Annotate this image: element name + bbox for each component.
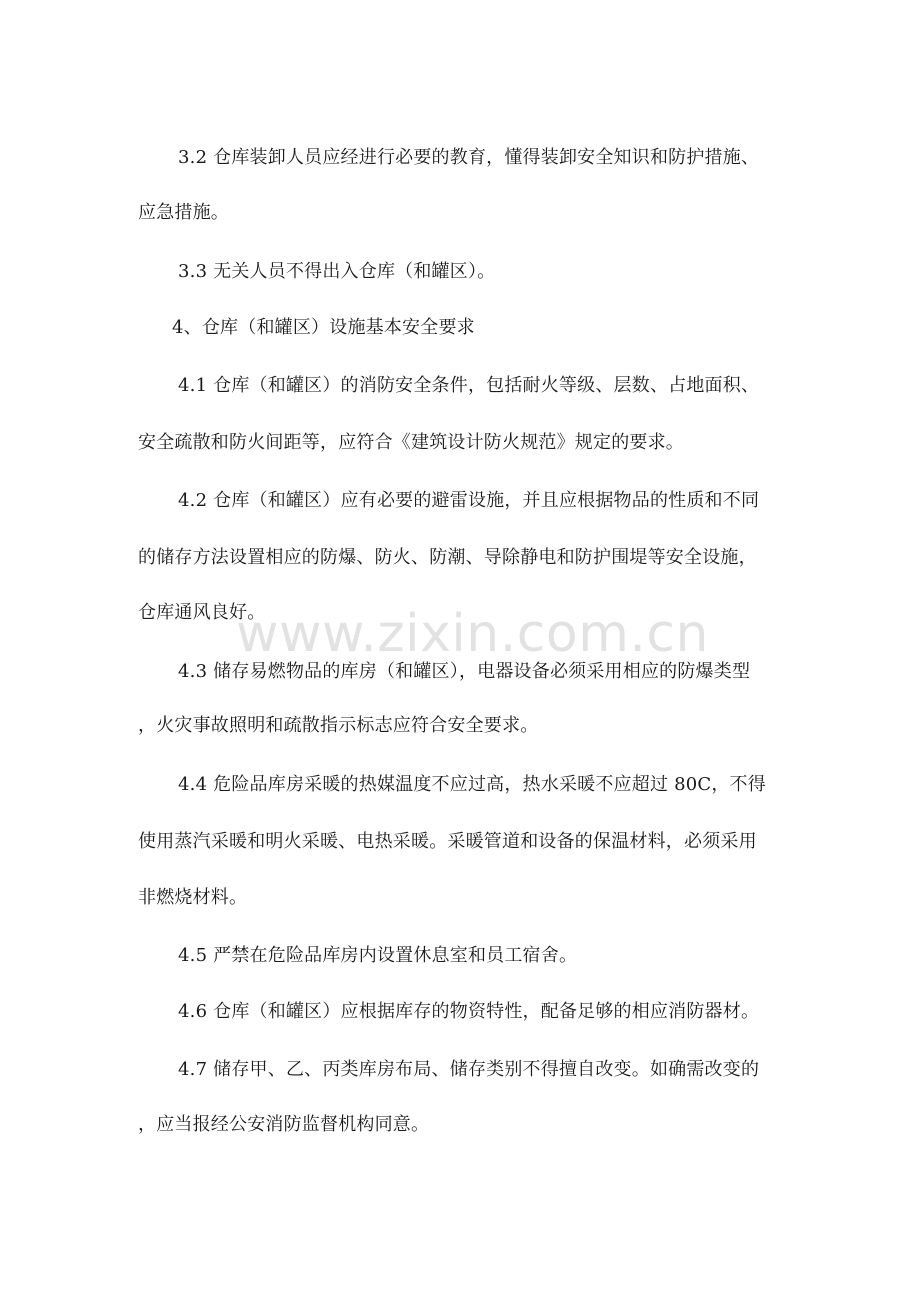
para-4-5-line-1: 4.5 严禁在危险品库房内设置休息室和员工宿舍。: [178, 945, 578, 966]
para-4-4-line-3: 非燃烧材料。: [138, 887, 248, 908]
para-4-2-line-3: 仓库通风良好。: [138, 602, 266, 623]
para-4-7-line-1: 4.7 储存甲、乙、丙类库房布局、储存类别不得擅自改变。如确需改变的: [178, 1059, 760, 1080]
para-3-3-line-1: 3.3 无关人员不得出入仓库（和罐区）。: [178, 261, 496, 282]
watermark: www.zixin.com.cn: [236, 604, 709, 664]
para-4-4-line-2: 使用蒸汽采暖和明火采暖、电热采暖。采暖管道和设备的保温材料，必须采用: [138, 831, 757, 852]
para-3-2-line-1: 3.2 仓库装卸人员应经进行必要的教育，懂得装卸安全知识和防护措施、: [178, 147, 760, 168]
para-4-6-line-1: 4.6 仓库（和罐区）应根据库存的物资特性，配备足够的相应消防器材。: [178, 1001, 760, 1022]
para-4-1-line-1: 4.1 仓库（和罐区）的消防安全条件，包括耐火等级、层数、占地面积、: [178, 375, 760, 396]
para-4-7-line-2: ，应当报经公安消防监督机构同意。: [138, 1114, 430, 1135]
para-4-1-line-2: 安全疏散和防火间距等，应符合《建筑设计防火规范》规定的要求。: [138, 432, 684, 453]
para-3-2-line-2: 应急措施。: [138, 202, 229, 223]
para-4-2-line-2: 的储存方法设置相应的防爆、防火、防潮、导除静电和防护围堤等安全设施，: [138, 547, 757, 568]
para-4-2-line-1: 4.2 仓库（和罐区）应有必要的避雷设施，并且应根据物品的性质和不同: [178, 490, 760, 511]
para-4-3-line-2: ，火灾事故照明和疏散指示标志应符合安全要求。: [138, 715, 539, 736]
para-4-3-line-1: 4.3 储存易燃物品的库房（和罐区），电器设备必须采用相应的防爆类型: [178, 661, 751, 682]
section-4-heading: 4、仓库（和罐区）设施基本安全要求: [172, 317, 475, 338]
para-4-4-line-1: 4.4 危险品库房采暖的热媒温度不应过高，热水采暖不应超过 80C，不得: [178, 774, 766, 795]
